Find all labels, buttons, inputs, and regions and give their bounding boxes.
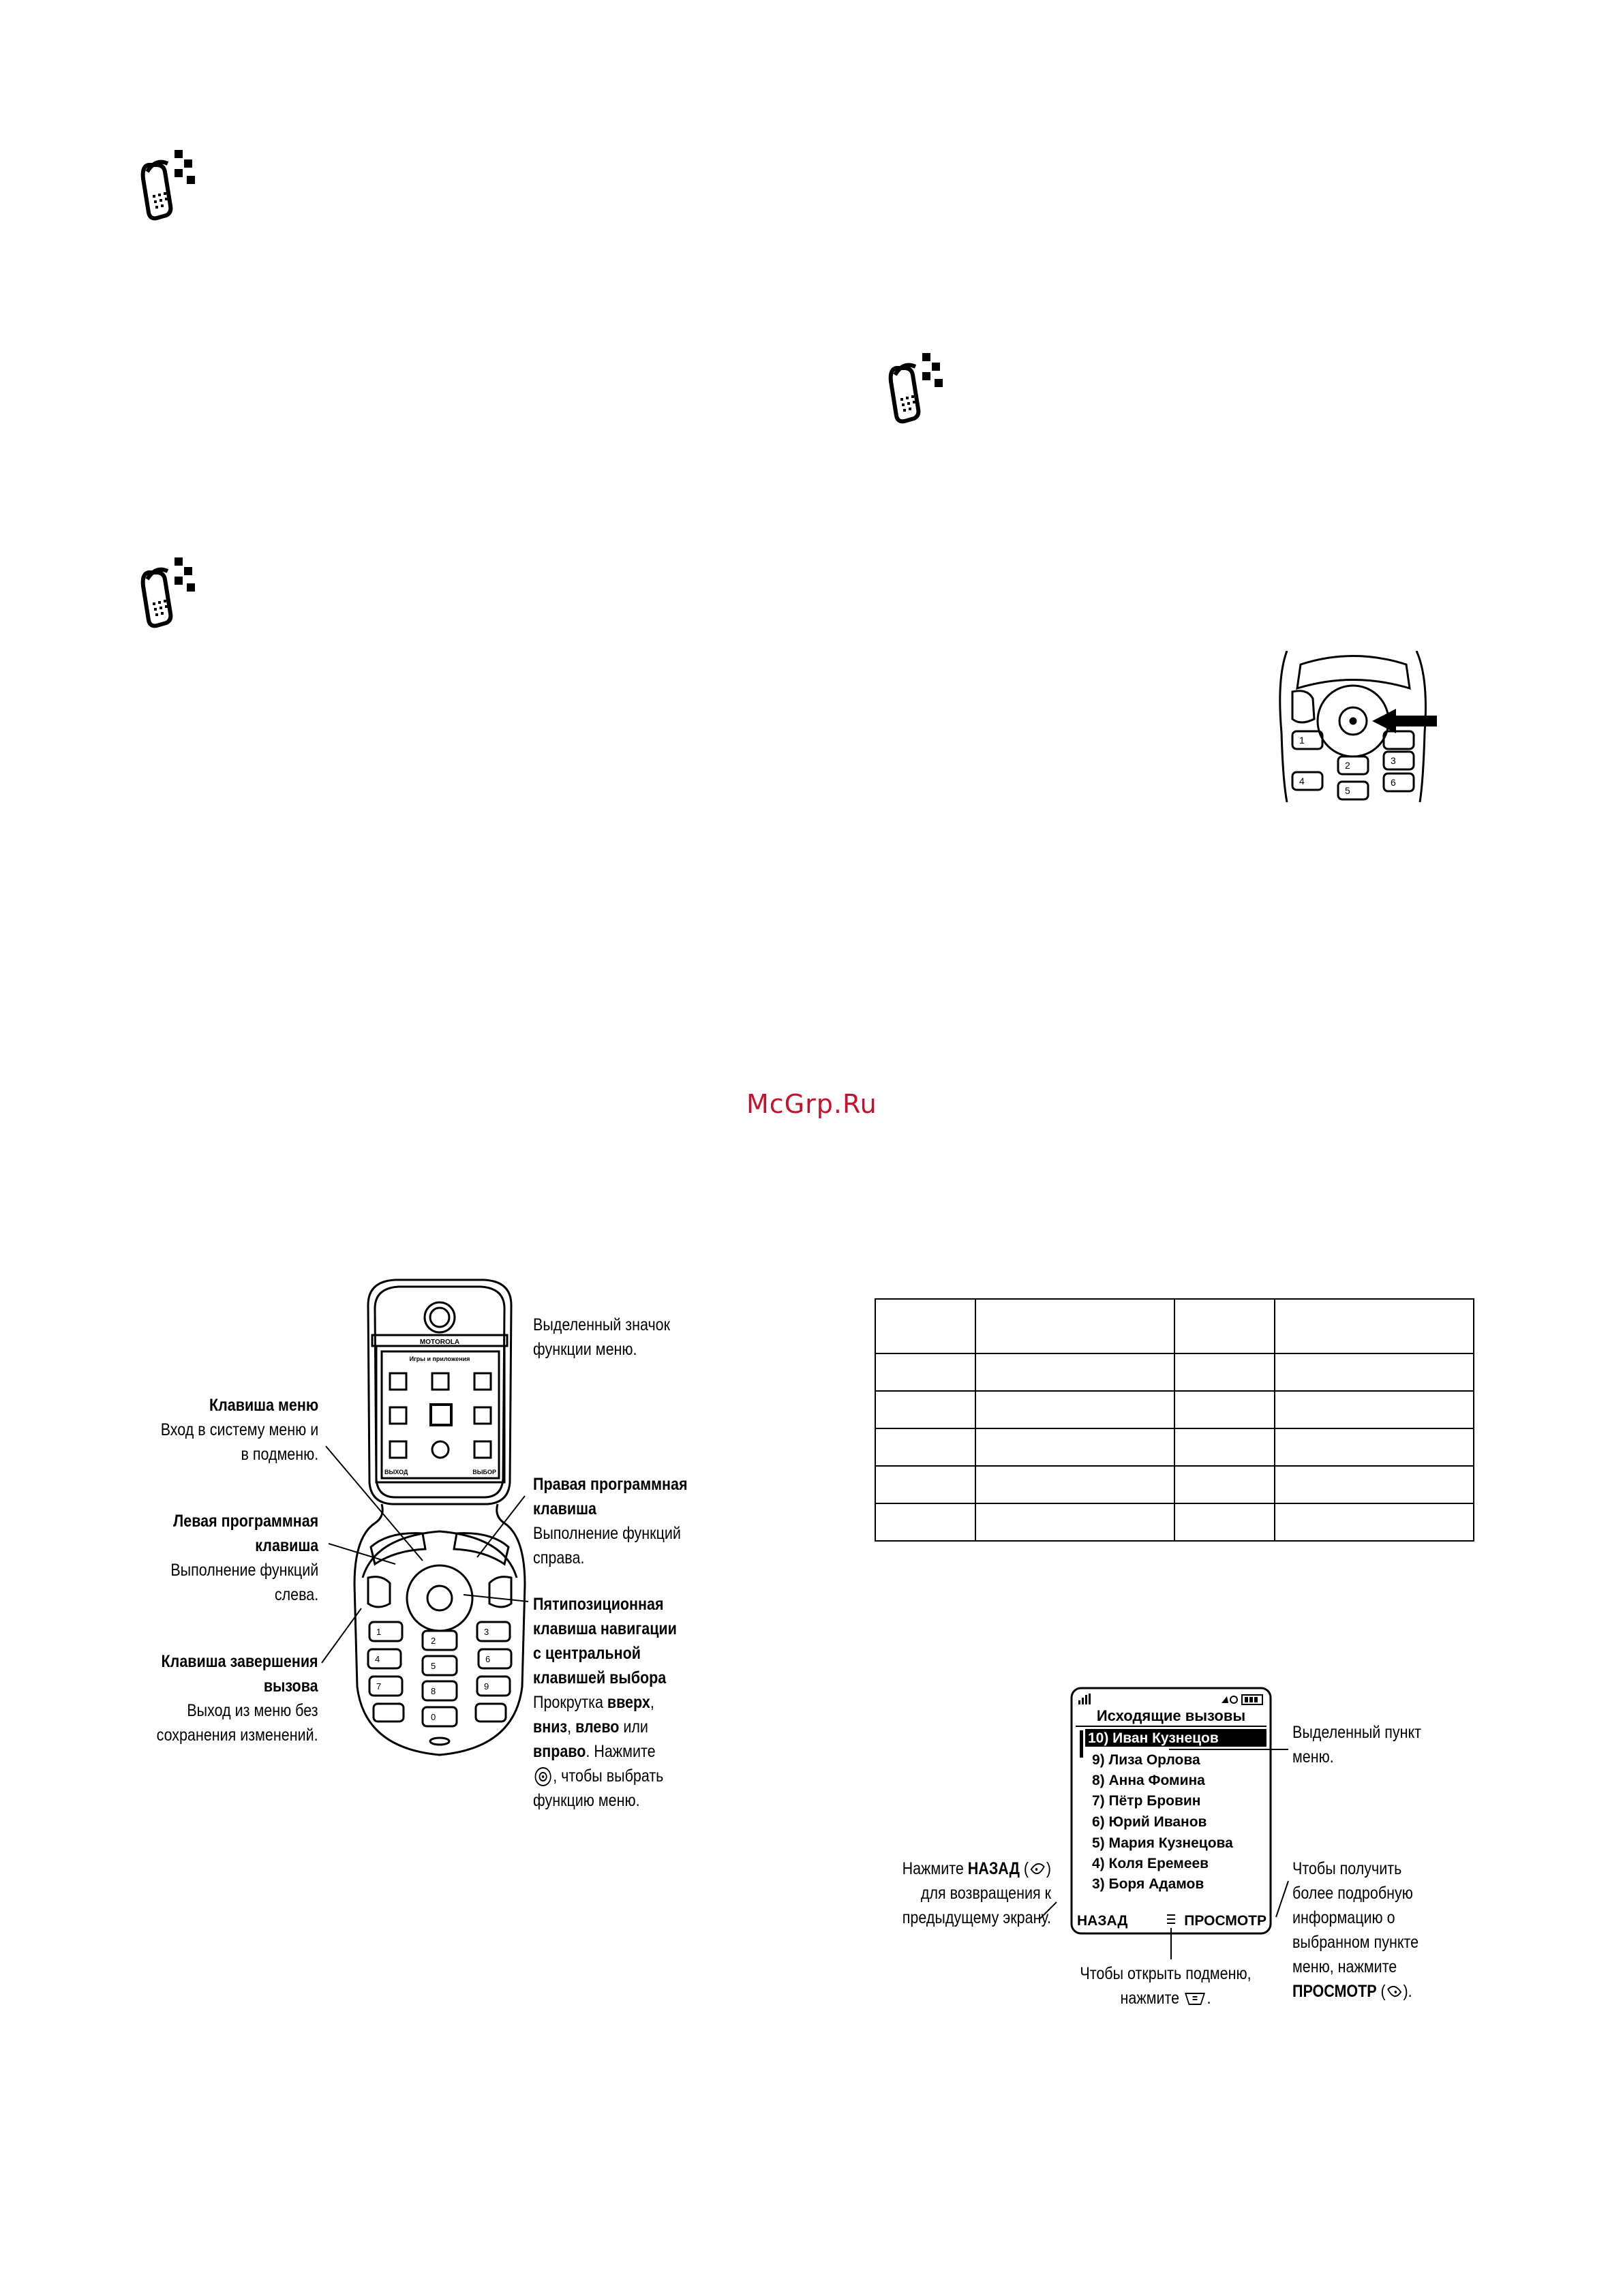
end-key-desc-1: Выход из меню без bbox=[187, 1701, 318, 1720]
left-soft-key-icon bbox=[1029, 1861, 1046, 1878]
table-cell bbox=[1275, 1299, 1474, 1353]
call-list-item[interactable]: 6) Юрий Иванов bbox=[1092, 1814, 1207, 1830]
nav-key-closeup-illustration bbox=[1273, 651, 1444, 804]
table-cell bbox=[875, 1353, 975, 1391]
table-row bbox=[875, 1503, 1474, 1541]
phone-screen-left-soft: ВЫХОД bbox=[384, 1469, 408, 1475]
right-soft-key-icon bbox=[1386, 1984, 1404, 2000]
left-soft-title-2: клавиша bbox=[255, 1536, 318, 1555]
menu-key-icon bbox=[1183, 1991, 1207, 2007]
menu-key-desc-2: в подменю. bbox=[241, 1445, 318, 1464]
back-press-text: Нажмите bbox=[902, 1859, 968, 1878]
phone-key-8: 8 bbox=[431, 1686, 436, 1696]
right-soft-key-callout bbox=[533, 1472, 688, 1570]
table-cell bbox=[1275, 1428, 1474, 1466]
submenu-line2: нажмите . bbox=[1120, 1989, 1211, 2008]
svg-text:3: 3 bbox=[1391, 755, 1396, 766]
table-cell bbox=[975, 1466, 1174, 1503]
screen-leader-lines bbox=[1036, 1734, 1295, 1959]
view-callout-line6: ПРОСМОТР ( ). bbox=[1292, 1982, 1412, 2001]
nav-key-desc-line2 bbox=[533, 1715, 677, 1739]
nav-key-title-3: с центральной bbox=[533, 1644, 641, 1663]
phone-screen-right-soft: ВЫБОР bbox=[472, 1469, 496, 1475]
view-desc-4: выбранном пункте bbox=[1292, 1933, 1419, 1952]
feature-table bbox=[875, 1298, 1474, 1542]
view-desc-1: Чтобы получить bbox=[1292, 1859, 1402, 1878]
submenu-1: Чтобы открыть подменю, bbox=[1080, 1964, 1252, 1983]
table-cell bbox=[1174, 1466, 1275, 1503]
call-list-item[interactable]: 7) Пётр Бровин bbox=[1092, 1793, 1201, 1809]
nav-key-func: функцию меню. bbox=[533, 1791, 640, 1810]
left-soft-key-callout bbox=[170, 1509, 318, 1607]
view-desc-3: информацию о bbox=[1292, 1908, 1395, 1927]
end-key-title-1: Клавиша завершения bbox=[161, 1652, 318, 1671]
select-key-icon bbox=[533, 1766, 553, 1787]
highlighted-icon-1: Выделенный значок bbox=[533, 1315, 671, 1334]
phone-key-4: 4 bbox=[375, 1654, 380, 1664]
nav-key-callout bbox=[533, 1592, 677, 1813]
right-soft-title-2: клавиша bbox=[533, 1499, 596, 1518]
back-desc-1: для возвращения к bbox=[920, 1884, 1051, 1903]
svg-text:5: 5 bbox=[1345, 785, 1350, 796]
table-cell bbox=[1275, 1353, 1474, 1391]
highlighted-item-callout bbox=[1292, 1720, 1421, 1769]
table-cell bbox=[975, 1391, 1174, 1428]
nav-key-press: . Нажмите bbox=[586, 1742, 656, 1761]
nav-key-down: вниз bbox=[533, 1717, 568, 1736]
phone-key-5: 5 bbox=[431, 1661, 436, 1671]
table-cell bbox=[1174, 1503, 1275, 1541]
table-cell bbox=[875, 1428, 975, 1466]
table-row bbox=[875, 1391, 1474, 1428]
table-cell bbox=[875, 1503, 975, 1541]
end-key-desc-2: сохранения изменений. bbox=[156, 1726, 318, 1745]
left-soft-desc-1: Выполнение функций bbox=[170, 1561, 318, 1580]
table-cell bbox=[975, 1428, 1174, 1466]
nav-key-desc-line3 bbox=[533, 1739, 677, 1764]
nav-key-up: вверх bbox=[607, 1693, 650, 1712]
highlighted-item-1: Выделенный пункт bbox=[1292, 1723, 1422, 1742]
table-cell bbox=[1174, 1428, 1275, 1466]
highlighted-icon-2: функции меню. bbox=[533, 1340, 637, 1359]
phone-screen-title: Игры и приложения bbox=[409, 1356, 470, 1362]
nav-key-title-4: клавишей выбора bbox=[533, 1668, 667, 1687]
signal-icon bbox=[1078, 1694, 1091, 1704]
right-soft-desc-1: Выполнение функций bbox=[533, 1524, 681, 1543]
nav-key-select: , чтобы выбрать bbox=[553, 1766, 664, 1786]
nav-key-comma2: , bbox=[567, 1717, 576, 1736]
table-row bbox=[875, 1353, 1474, 1391]
table-row bbox=[875, 1428, 1474, 1466]
call-list-item[interactable]: 4) Коля Еремеев bbox=[1092, 1856, 1209, 1871]
back-soft-key[interactable]: НАЗАД bbox=[1077, 1913, 1128, 1929]
table-cell bbox=[875, 1391, 975, 1428]
submenu-2: нажмите bbox=[1120, 1989, 1180, 2008]
nav-key-desc-line4 bbox=[533, 1764, 677, 1788]
svg-text:6: 6 bbox=[1391, 777, 1396, 788]
call-list-title: Исходящие вызовы bbox=[1096, 1707, 1246, 1724]
submenu-callout bbox=[1066, 1961, 1265, 2010]
table-cell bbox=[1174, 1391, 1275, 1428]
svg-text:2: 2 bbox=[1345, 760, 1350, 771]
phone-key-3: 3 bbox=[484, 1627, 489, 1637]
callout-leader-lines bbox=[320, 1431, 539, 1690]
left-soft-desc-2: слева. bbox=[274, 1585, 318, 1604]
nav-key-title-1: Пятипозиционная bbox=[533, 1595, 664, 1614]
phone-key-2: 2 bbox=[431, 1636, 436, 1646]
call-list-item[interactable]: 9) Лиза Орлова bbox=[1092, 1752, 1200, 1768]
nav-key-scroll-text: Прокрутка bbox=[533, 1693, 607, 1712]
table-cell bbox=[1275, 1503, 1474, 1541]
table-cell bbox=[975, 1299, 1174, 1353]
call-list-item[interactable]: 10) Иван Кузнецов bbox=[1088, 1730, 1219, 1746]
back-key-name: НАЗАД bbox=[967, 1859, 1020, 1878]
table-cell bbox=[875, 1466, 975, 1503]
menu-key-callout bbox=[160, 1393, 318, 1467]
nav-key-or: или bbox=[619, 1717, 648, 1736]
phone-key-6: 6 bbox=[485, 1654, 491, 1664]
ringer-icon bbox=[1222, 1696, 1237, 1703]
back-callout-line1: Нажмите НАЗАД ( ) bbox=[902, 1859, 1051, 1878]
nav-key-right: вправо bbox=[533, 1742, 586, 1761]
table-row bbox=[875, 1466, 1474, 1503]
view-key-name: ПРОСМОТР bbox=[1292, 1982, 1377, 2001]
network-feature-icon bbox=[883, 348, 951, 429]
table-cell bbox=[975, 1503, 1174, 1541]
phone-key-7: 7 bbox=[376, 1681, 382, 1692]
battery-icon bbox=[1242, 1695, 1262, 1704]
menu-key-desc-1: Вход в систему меню и bbox=[160, 1420, 318, 1439]
table-cell bbox=[1275, 1466, 1474, 1503]
highlighted-item-2: меню. bbox=[1292, 1747, 1334, 1766]
table-cell bbox=[1275, 1391, 1474, 1428]
right-soft-desc-2: справа. bbox=[533, 1548, 585, 1567]
table-row bbox=[875, 1299, 1474, 1353]
right-soft-title-1: Правая программная bbox=[533, 1475, 688, 1494]
svg-text:4: 4 bbox=[1299, 776, 1305, 786]
network-feature-icon bbox=[135, 144, 203, 226]
end-key-title-2: вызова bbox=[264, 1677, 318, 1696]
network-feature-icon bbox=[135, 552, 203, 634]
left-soft-title-1: Левая программная bbox=[172, 1512, 318, 1531]
phone-key-9: 9 bbox=[484, 1681, 489, 1692]
view-desc-2: более подробную bbox=[1292, 1884, 1413, 1903]
table-cell bbox=[1174, 1299, 1275, 1353]
svg-text:1: 1 bbox=[1299, 735, 1305, 746]
nav-key-left: влево bbox=[575, 1717, 620, 1736]
phone-brand: MOTOROLA bbox=[419, 1338, 460, 1346]
back-desc-2: предыдущему экрану. bbox=[902, 1908, 1051, 1927]
nav-key-comma: , bbox=[650, 1693, 654, 1712]
view-callout bbox=[1292, 1856, 1419, 2004]
watermark: McGrp.Ru bbox=[746, 1089, 877, 1119]
nav-key-desc-line1 bbox=[533, 1690, 677, 1715]
phone-key-1: 1 bbox=[376, 1627, 382, 1637]
call-list-item[interactable]: 8) Анна Фомина bbox=[1092, 1773, 1205, 1788]
nav-key-title-2: клавиша навигации bbox=[533, 1619, 677, 1638]
table-cell bbox=[875, 1299, 975, 1353]
table-cell bbox=[975, 1353, 1174, 1391]
menu-key-title: Клавиша меню bbox=[209, 1396, 318, 1415]
end-key-callout bbox=[157, 1649, 318, 1747]
call-list-item[interactable]: 3) Боря Адамов bbox=[1092, 1876, 1204, 1892]
back-callout bbox=[902, 1856, 1051, 1930]
highlighted-icon-callout bbox=[533, 1313, 670, 1362]
call-list-item[interactable]: 5) Мария Кузнецова bbox=[1092, 1835, 1233, 1851]
view-desc-5: меню, нажмите bbox=[1292, 1957, 1397, 1976]
phone-key-0: 0 bbox=[431, 1712, 436, 1722]
view-soft-key[interactable]: ПРОСМОТР bbox=[1184, 1913, 1266, 1929]
table-cell bbox=[1174, 1353, 1275, 1391]
